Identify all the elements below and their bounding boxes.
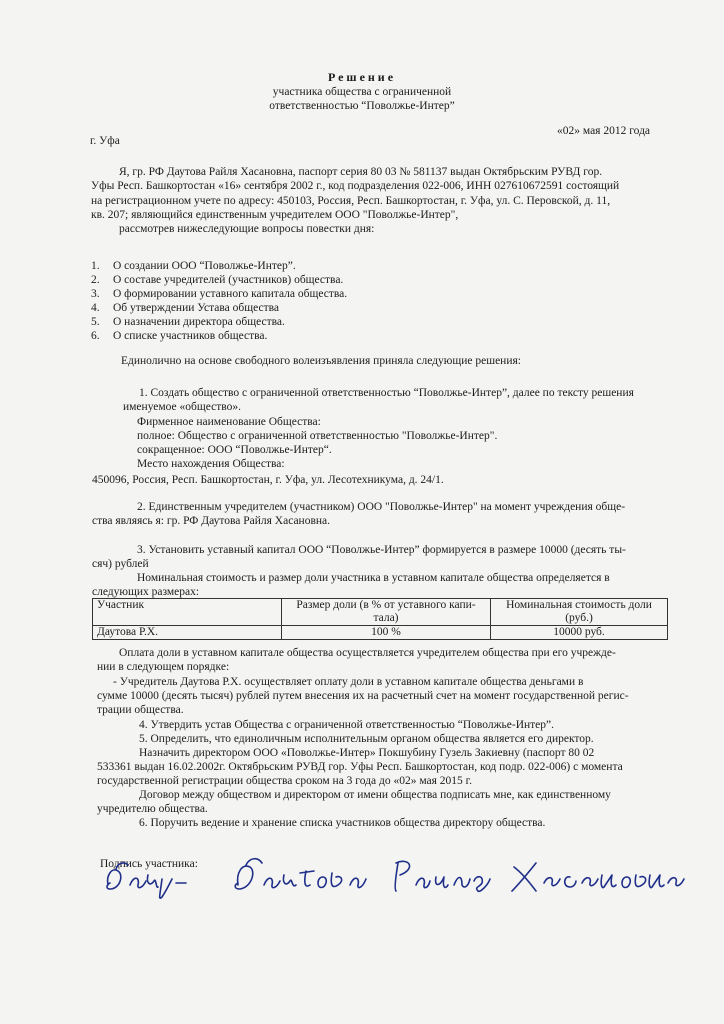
item-2-line-2: ства являясь я: гр. РФ Даутова Райля Хасановна. (92, 515, 331, 527)
document-subtitle-line-1: участника общества с ограниченной (272, 86, 452, 98)
payment-line-3: - Учредитель Даутова Р.Х. осуществляет оплату доли в уставном капитале общества деньгами в (113, 676, 584, 688)
agenda-item: О формировании уставного капитала общества. (113, 288, 348, 300)
item-3-line-1: 3. Установить уставный капитал ООО “Поволжье-Интер” формируется в размере 10000 (десять ты- (137, 544, 626, 556)
agenda-num: 2. (91, 274, 100, 286)
item-6: 6. Поручить ведение и хранение списка участников общества директору общества. (139, 817, 546, 829)
item-5-line-6: учредителю общества. (97, 803, 208, 815)
intro-line-5: рассмотрев нижеследующие вопросы повестки дня: (119, 223, 375, 235)
agenda-item: О списке участников общества. (113, 330, 268, 342)
cell-nominal: 10000 руб. (491, 626, 668, 640)
full-company-name: полное: Общество с ограниченной ответственностью "Поволжье-Интер". (137, 430, 498, 442)
agenda-num: 6. (91, 330, 100, 342)
item-5-line-5: Договор между обществом и директором от имени общества подписать мне, как единственному (139, 789, 611, 801)
payment-line-2: нии в следующем порядке: (97, 661, 230, 673)
intro-line-2: Уфы Респ. Башкортостан «16» сентября 2002 г., код подразделения 022-006, ИНН 027610672591 состоящий (91, 180, 620, 192)
decision-intro: Единолично на основе свободного волеизъявления приняла следующие решения: (121, 355, 521, 367)
item-1-line-2: именуемое «общество». (123, 401, 241, 413)
company-address: 450096, Россия, Респ. Башкортостан, г. Уфа, ул. Лесотехникума, д. 24/1. (92, 474, 444, 486)
item-3-line-2: сяч) рублей (92, 558, 149, 570)
item-5-line-3: 533361 выдан 16.02.2002г. Октябрьским РУВД гор. Уфы Респ. Башкортостан, код подр. 022-006) с момента (97, 761, 623, 773)
firm-name-label: Фирменное наименование Общества: (137, 416, 321, 428)
agenda-item: О назначении директора общества. (113, 316, 285, 328)
agenda-item: Об утверждении Устава общества (113, 302, 280, 314)
header-nominal-value (491, 599, 668, 626)
item-5-line-2: Назначить директором ООО «Поволжье-Интер» Покшубину Гузель Закиевну (паспорт 80 02 (139, 747, 595, 759)
agenda-num: 5. (91, 316, 100, 328)
agenda-item: О создании ООО “Поволжье-Интер”. (113, 260, 296, 272)
nominal-line-2: следующих размерах: (92, 586, 200, 598)
item-2-line-1: 2. Единственным учредителем (участником) ООО "Поволжье-Интер" на момент учреждения обще- (137, 501, 626, 513)
agenda-num: 1. (91, 260, 100, 272)
signature-label: Подпись участника: (100, 858, 198, 870)
cell-participant: Даутова Р.Х. (93, 626, 282, 640)
agenda-item: О составе учредителей (участников) общества. (113, 274, 344, 286)
handwritten-signature (100, 845, 690, 905)
payment-line-4: сумме 10000 (десять тысяч) рублей путем внесения их на расчетный счет на момент государственной регис- (97, 690, 629, 702)
item-5-line-1: 5. Определить, что единоличным исполнительным органом общества является его директор. (139, 733, 594, 745)
intro-line-3: на регистрационном учете по адресу: 450103, Россия, Респ. Башкортостан, г. Уфа, ул. С. Перовской, д. 11, (91, 195, 611, 207)
header-share-line-2: тала) (373, 612, 399, 624)
payment-line-1: Оплата доли в уставном капитале общества осуществляется учредителем общества при его учрежде- (119, 647, 616, 659)
agenda-num: 3. (91, 288, 100, 300)
cell-share: 100 % (282, 626, 491, 640)
agenda-num: 4. (91, 302, 100, 314)
table-row (93, 626, 668, 640)
header-nominal-line-2: (руб.) (565, 612, 593, 624)
header-share-size (282, 599, 491, 626)
payment-line-5: трации общества. (97, 704, 184, 716)
item-4: 4. Утвердить устав Общества с ограниченной ответственностью “Поволжье-Интер”. (139, 719, 555, 731)
intro-line-1: Я, гр. РФ Даутова Райля Хасановна, паспорт серия 80 03 № 581137 выдан Октябрьским РУВД гор. (119, 166, 603, 178)
item-5-line-4: государственной регистрации общества сроком на 3 года до «02» мая 2015 г. (97, 775, 472, 787)
city: г. Уфа (90, 135, 120, 147)
document-date: «02» мая 2012 года (557, 125, 651, 137)
header-share-line-1: Размер доли (в % от уставного капи- (296, 599, 476, 611)
shares-table (92, 598, 668, 640)
header-nominal-line-1: Номинальная стоимость доли (506, 599, 652, 611)
document-title: Решение (327, 70, 397, 84)
header-participant: Участник (93, 599, 282, 626)
intro-line-4: кв. 207; являющийся единственным учредителем ООО "Поволжье-Интер", (91, 209, 459, 221)
table-header-row (93, 599, 668, 626)
nominal-line-1: Номинальная стоимость и размер доли участника в уставном капитале общества определяется в (137, 572, 610, 584)
document-subtitle-line-2: ответственностью “Поволжье-Интер” (269, 100, 455, 112)
location-label: Место нахождения Общества: (137, 458, 285, 470)
short-company-name: сокращенное: ООО “Поволжье-Интер“. (137, 444, 332, 456)
item-1-line-1: 1. Создать общество с ограниченной ответственностью “Поволжье-Интер”, далее по тексту решения (139, 387, 634, 399)
